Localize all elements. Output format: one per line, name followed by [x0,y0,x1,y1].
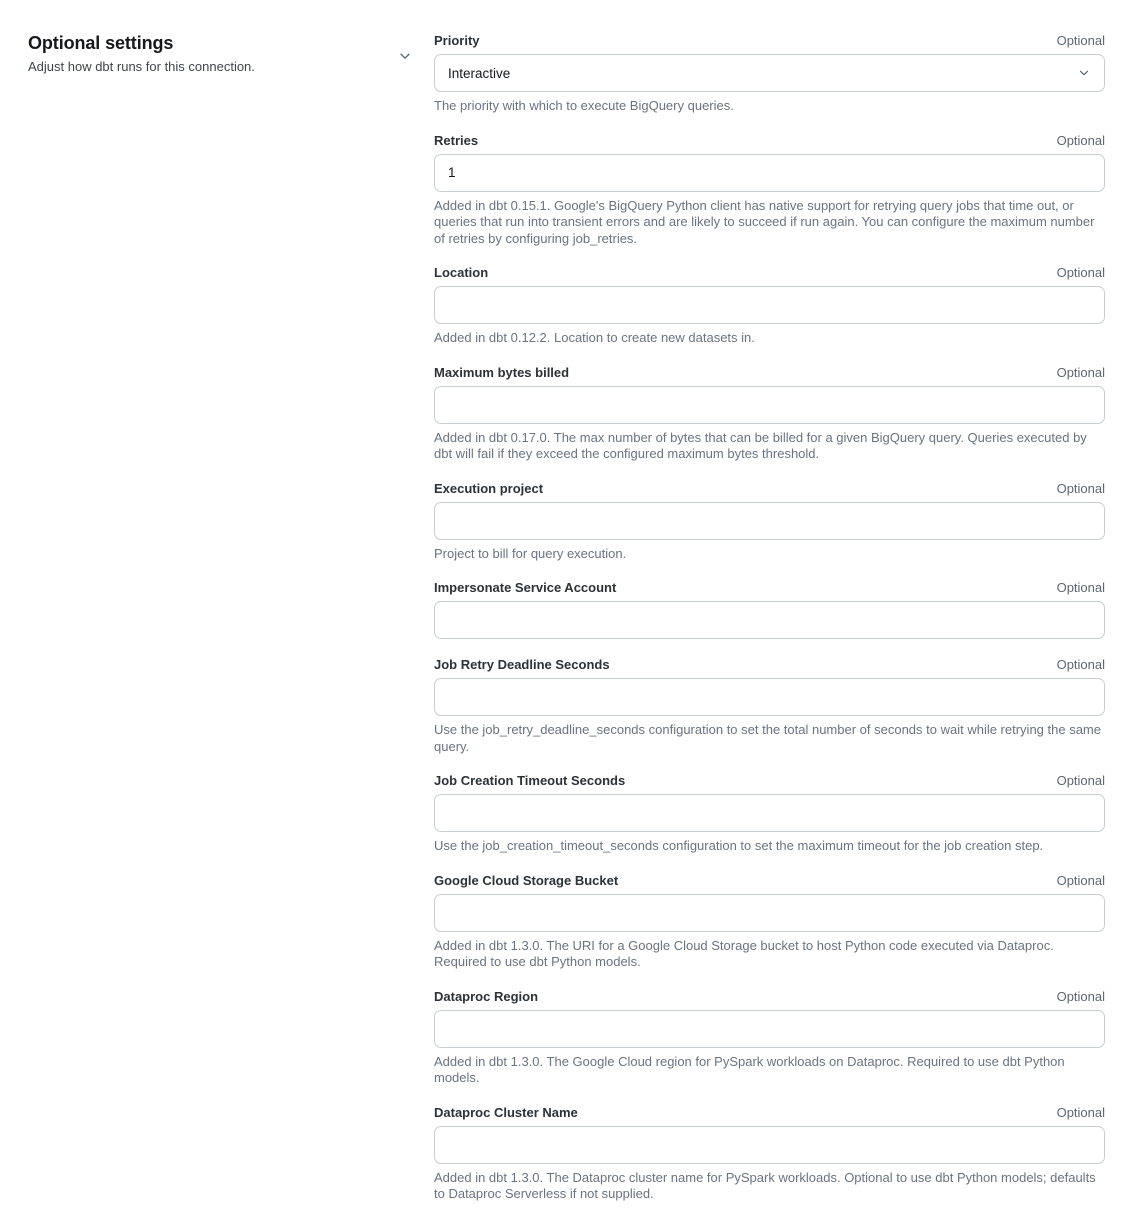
field-header [434,481,1105,496]
execution-project-input[interactable] [434,502,1105,540]
field-label: Execution project [434,480,544,496]
field-header [434,989,1105,1004]
field-header [434,580,1105,595]
optional-badge: Optional [1056,580,1105,595]
form-field-maximum-bytes-billed [434,365,1105,463]
optional-badge: Optional [1056,773,1105,788]
priority-select[interactable] [434,54,1105,92]
field-header [434,873,1105,888]
field-label: Retries [434,132,479,148]
optional-badge: Optional [1056,1104,1105,1120]
chevron-down-icon [398,49,412,63]
section-title: Optional settings [28,33,174,53]
form-field-execution-project [434,481,1105,563]
field-header [434,1105,1105,1120]
form-field-retries [434,133,1105,248]
optional-badge: Optional [1056,480,1105,496]
field-label: Priority [434,33,480,48]
section-collapse-button[interactable] [395,46,415,66]
location-input[interactable] [434,286,1105,324]
select-value: Interactive [448,65,511,81]
optional-badge: Optional [1056,872,1105,888]
retries-input[interactable] [434,154,1105,192]
maximum-bytes-billed-input[interactable] [434,386,1105,424]
impersonate-service-account-input[interactable] [434,601,1105,639]
field-help-text: Added in dbt 1.3.0. The URI for a Google Cloud Storage bucket to host Python code executed via Dataproc. Required to use dbt Python models. [434,937,1054,969]
form-field-impersonate-service-account [434,580,1105,639]
optional-badge: Optional [1056,657,1105,672]
form-field-dataproc-region [434,989,1105,1087]
optional-badge: Optional [1056,364,1105,380]
section-header [28,33,378,74]
field-help-text: Added in dbt 1.3.0. The Google Cloud region for PySpark workloads on Dataproc. Required to use dbt Python models. [434,1053,1065,1085]
field-help-text: Project to bill for query execution. [434,545,627,561]
job-creation-timeout-seconds-input[interactable] [434,794,1105,832]
field-label: Maximum bytes billed [434,364,570,380]
field-header [434,657,1105,672]
field-help-text: Use the job_retry_deadline_seconds configuration to set the total number of seconds to wait while retrying the same query. [434,722,1101,754]
job-retry-deadline-seconds-input[interactable] [434,678,1105,716]
optional-badge: Optional [1056,265,1105,280]
field-header [434,365,1105,380]
field-label: Dataproc Region [434,988,539,1004]
dataproc-region-input[interactable] [434,1010,1105,1048]
dataproc-cluster-name-input[interactable] [434,1126,1105,1164]
field-header [434,773,1105,788]
field-help-text: Added in dbt 1.3.0. The Dataproc cluster name for PySpark workloads. Optional to use dbt Python models; defaults to Dataproc Serverless if not supplied. [434,1169,1096,1201]
form-field-priority [434,33,1105,115]
field-label: Job Retry Deadline Seconds [434,657,610,672]
field-label: Location [434,265,489,280]
field-header [434,133,1105,148]
form-field-dataproc-cluster-name [434,1105,1105,1203]
form-field-location [434,265,1105,347]
field-label: Job Creation Timeout Seconds [434,773,626,788]
field-header [434,33,1105,48]
form-field-job-retry-deadline-seconds [434,657,1105,755]
form-field-job-creation-timeout-seconds [434,773,1105,855]
field-help-text: Added in dbt 0.17.0. The max number of bytes that can be billed for a given BigQuery query. Queries executed by dbt will fail if they exceed the configured maximum bytes threshold. [434,429,1087,461]
field-help-text: Added in dbt 0.15.1. Google's BigQuery Python client has native support for retrying query jobs that time out, or queries that run into transient errors and are likely to succeed if run again. You can configure the maximum number of retries by configuring job_retries. [434,197,1095,246]
form-field-google-cloud-storage-bucket [434,873,1105,971]
field-label: Google Cloud Storage Bucket [434,872,619,888]
section-subtitle: Adjust how dbt runs for this connection. [28,59,255,74]
field-help-text: Added in dbt 0.12.2. Location to create new datasets in. [434,330,755,345]
field-header [434,265,1105,280]
google-cloud-storage-bucket-input[interactable] [434,894,1105,932]
optional-badge: Optional [1056,988,1105,1004]
chevron-down-icon [1077,66,1091,80]
optional-settings-form [434,33,1105,1221]
field-help-text: The priority with which to execute BigQuery queries. [434,98,734,113]
field-label: Impersonate Service Account [434,580,617,595]
optional-badge: Optional [1056,132,1105,148]
field-label: Dataproc Cluster Name [434,1104,578,1120]
field-help-text: Use the job_creation_timeout_seconds configuration to set the maximum timeout for the job creation step. [434,838,1044,853]
optional-badge: Optional [1056,33,1105,48]
